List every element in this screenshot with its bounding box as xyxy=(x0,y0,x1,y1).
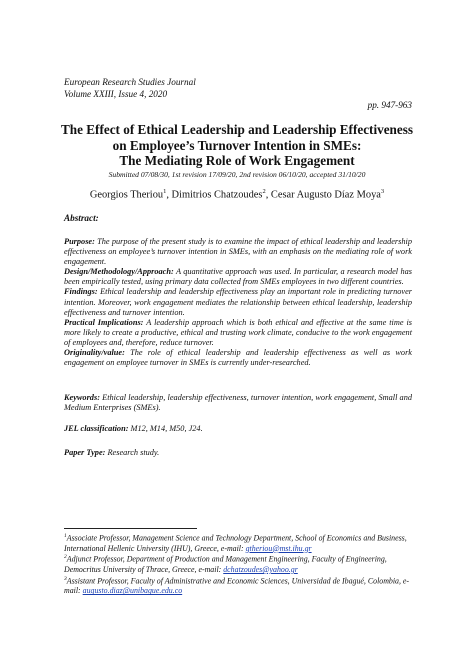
footnote-1-number: 1 xyxy=(64,533,67,539)
abstract-findings xyxy=(64,287,412,317)
title-line-3: The Mediating Role of Work Engagement xyxy=(119,153,355,168)
design-text: A quantitative approach was used. In particular, a research model has been empirically tested, using primary data collected from SMEs employees in two different countries. xyxy=(64,267,412,287)
abstract-heading: Abstract: xyxy=(64,213,99,223)
paper-type xyxy=(64,448,412,458)
author-3-affiliation: 3 xyxy=(380,188,385,195)
author-1: Georgios Theriou xyxy=(89,189,164,201)
submission-dates: Submitted 07/08/30, 1st revision 17/09/20, 2nd revision 06/10/20, accepted 31/10/20 xyxy=(108,170,366,179)
footnote-2-text: Adjunct Professor, Department of Production and Management Engineering, Faculty of Engineering, Democritus University of Thrace, Greece, e-mail: xyxy=(64,555,387,574)
title-line-1: The Effect of Ethical Leadership and Leadership Effectiveness xyxy=(60,122,414,137)
author-2-affiliation: 2 xyxy=(262,188,266,195)
abstract-body xyxy=(64,237,412,368)
abstract-design xyxy=(64,267,412,287)
jel-text: M12, M14, M50, J24. xyxy=(128,424,203,433)
jel-classification xyxy=(64,424,412,434)
paper-type-text: Research study. xyxy=(105,448,160,457)
journal-header xyxy=(64,76,196,100)
footnote-2 xyxy=(64,553,414,574)
jel-label: JEL classification: xyxy=(64,424,129,433)
footnote-1-text: Associate Professor, Management Science and Technology Department, School of Economics and Business, International Hellenic University (IHU), Greece, e-mail: xyxy=(64,533,407,553)
paper-type-label: Paper Type: xyxy=(64,448,106,457)
abstract-implications xyxy=(64,318,412,348)
footnote-3-text: Assistant Professor, Faculty of Administrative and Economic Sciences, Universidad de Ibagué, Colombia, e-mail: xyxy=(64,576,410,596)
design-label: Design/Methodology/Approach: xyxy=(64,267,174,277)
footnote-divider xyxy=(64,528,197,529)
journal-volume: Volume XXIII, Issue 4, 2020 xyxy=(64,89,168,99)
author-3: Cesar Augusto Díaz Moya xyxy=(270,189,381,201)
implications-text: A leadership approach which is both ethical and effective at the same time is more likely to create a productive, ethical and trusting work climate, conducive to the work engagement of employees and, therefore, reduce turnover. xyxy=(64,317,412,347)
findings-label: Findings: xyxy=(64,287,98,297)
footnote-1-email-link[interactable]: gtheriou@mst.ihu.gr xyxy=(245,543,312,553)
implications-label: Practical Implications: xyxy=(64,317,144,327)
originality-label: Originality/value: xyxy=(64,348,125,358)
title-line-2: on Employee’s Turnover Intention in SMEs: xyxy=(112,137,362,153)
keywords-label: Keywords: xyxy=(64,393,100,402)
footnotes xyxy=(64,532,414,596)
purpose-label: Purpose: xyxy=(64,237,95,246)
footnote-2-number: 2 xyxy=(64,554,67,561)
author-1-affiliation: 1 xyxy=(163,188,167,195)
author-2: Dimitrios Chatzoudes xyxy=(171,189,263,201)
footnote-2-email-link[interactable]: dchatzoudes@yahoo.gr xyxy=(223,564,298,574)
footnote-3 xyxy=(64,575,414,596)
originality-text: The role of ethical leadership and leadership effectiveness as well as work engagement on employee turnover in SMEs is currently under-researched. xyxy=(64,348,412,368)
footnote-3-number: 3 xyxy=(64,575,67,582)
footnote-3-email-link[interactable]: augusto.diaz@unibague.edu.co xyxy=(82,586,183,596)
footnote-1 xyxy=(64,532,414,553)
page-range: pp. 947-963 xyxy=(367,100,412,110)
keywords xyxy=(64,393,412,413)
keywords-text: Ethical leadership, leadership effectiveness, turnover intention, work engagement, Small and Medium Enterprises (SMEs). xyxy=(64,393,412,413)
journal-name: European Research Studies Journal xyxy=(64,77,196,87)
author-separator: , xyxy=(265,189,271,201)
findings-text: Ethical leadership and leadership effectiveness play an important role in predicting turnover intention. Moreover, work engagement mediates the relationship between ethical leadership, leadership effectiveness and turnover intention. xyxy=(64,287,412,317)
paper-title xyxy=(30,122,444,169)
abstract-originality xyxy=(64,348,412,368)
purpose-text: The purpose of the present study is to examine the impact of ethical leadership and leadership effectiveness on employee’s turnover intention in SMEs, with an emphasis on the mediating role of work engagement. xyxy=(64,237,412,267)
author-list xyxy=(30,188,444,200)
author-separator: , xyxy=(166,189,172,201)
abstract-purpose xyxy=(64,237,412,267)
